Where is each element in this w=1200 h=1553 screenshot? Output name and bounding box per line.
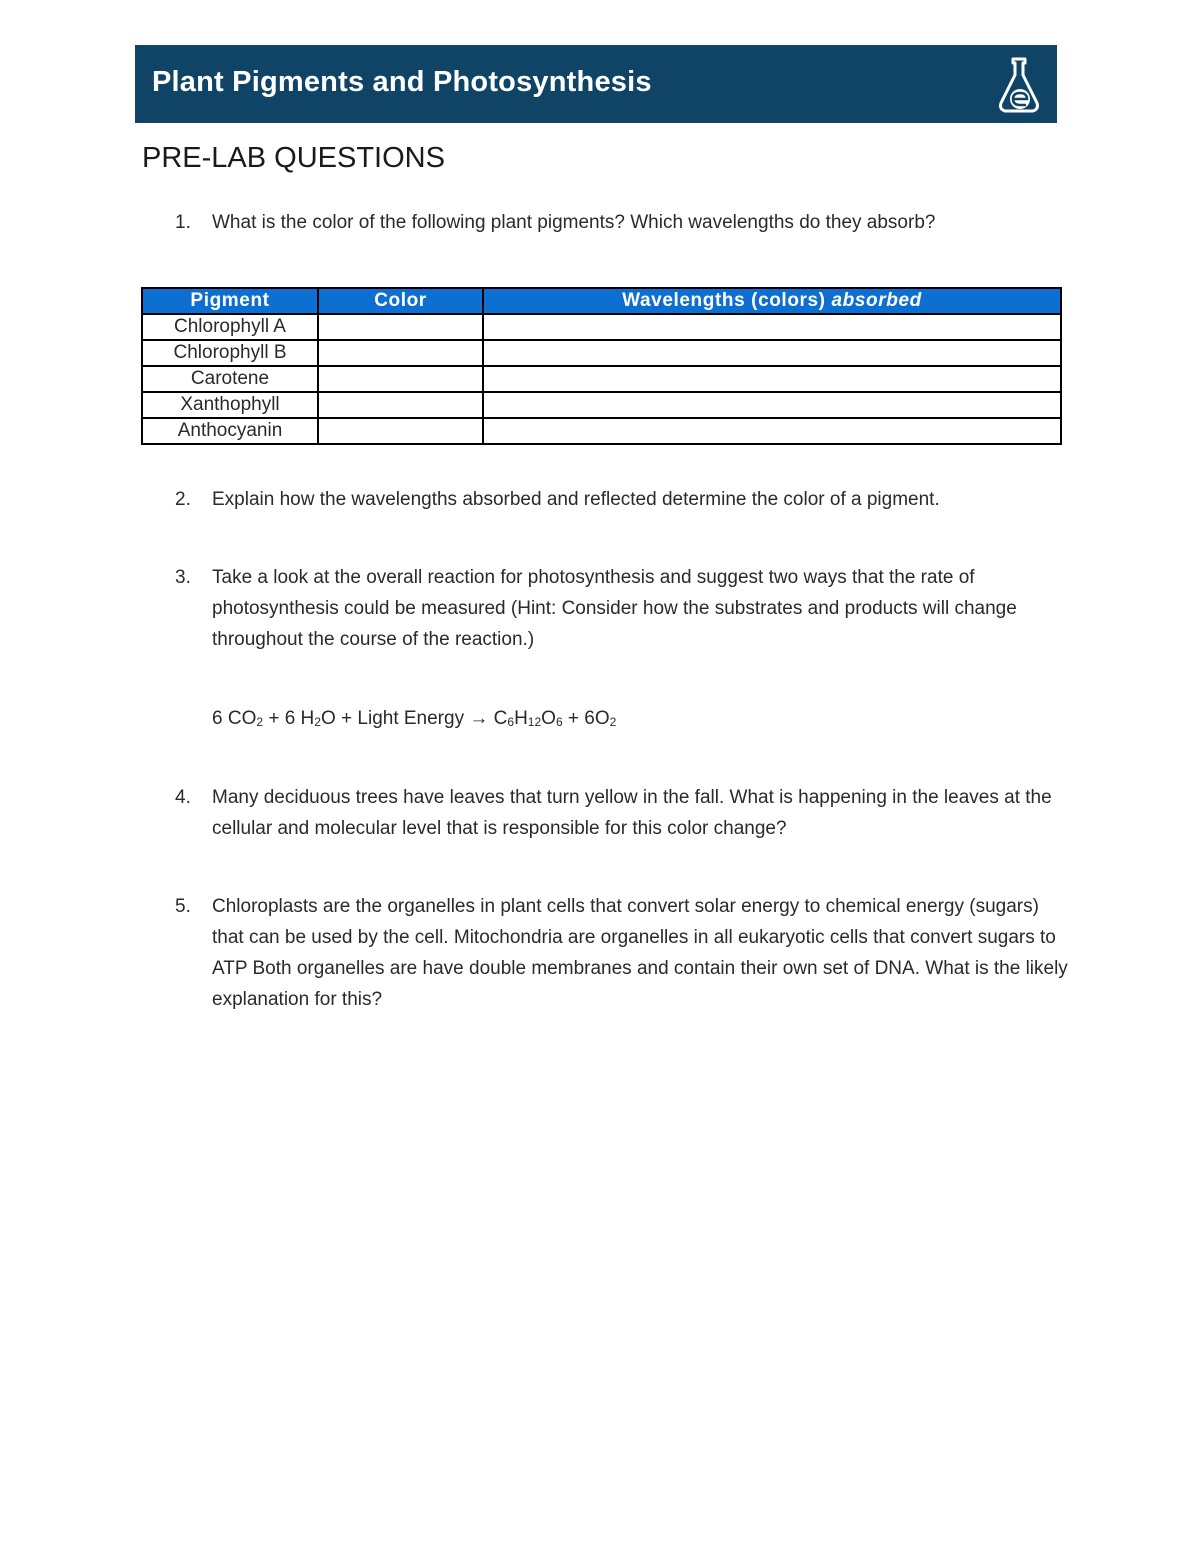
equation-subscript: 12	[527, 715, 542, 729]
wavelengths-header-prefix: Wavelengths (colors)	[622, 290, 832, 311]
question-number: 4.	[175, 787, 191, 808]
question-text: Chloroplasts are the organelles in plant cells that convert solar energy to chemical energy (sugars) that can be used by the cell. Mitochondria are organelles in all eukaryotic cells that convert sugars to ATP Both organelles are have double membranes and contain their own set of DNA. What is the likely explanation for this?	[212, 896, 1068, 1010]
equation-part: H	[514, 708, 528, 729]
equation-subscript: 2	[256, 715, 264, 729]
pigment-cell: Xanthophyll	[142, 392, 318, 418]
equation-part: + 6O	[562, 708, 610, 729]
question-number: 5.	[175, 896, 191, 917]
color-cell[interactable]	[318, 340, 483, 366]
table-row	[142, 392, 1061, 418]
column-header-pigment: Pigment	[142, 288, 318, 314]
equation-subscript: 6	[555, 715, 563, 729]
table-row	[142, 418, 1061, 444]
table-row	[142, 314, 1061, 340]
wavelengths-header-emphasis: absorbed	[831, 290, 922, 311]
wavelengths-cell[interactable]	[483, 392, 1061, 418]
table-row	[142, 366, 1061, 392]
color-cell[interactable]	[318, 392, 483, 418]
question-4	[175, 782, 1070, 844]
wavelengths-cell[interactable]	[483, 314, 1061, 340]
pigment-table	[141, 287, 1062, 445]
question-number: 1.	[175, 212, 191, 233]
header-bar	[135, 45, 1057, 123]
wavelengths-cell[interactable]	[483, 418, 1061, 444]
pigment-cell: Carotene	[142, 366, 318, 392]
column-header-color: Color	[318, 288, 483, 314]
equation-subscript: 6	[507, 715, 515, 729]
color-cell[interactable]	[318, 418, 483, 444]
photosynthesis-equation	[212, 706, 616, 732]
column-header-wavelengths	[483, 288, 1061, 314]
question-number: 3.	[175, 567, 191, 588]
question-text: Many deciduous trees have leaves that turn yellow in the fall. What is happening in the leaves at the cellular and molecular level that is responsible for this color change?	[212, 787, 1052, 839]
equation-part: + 6 H	[263, 708, 315, 729]
question-5	[175, 891, 1070, 1015]
pigment-cell: Anthocyanin	[142, 418, 318, 444]
flask-logo-icon	[989, 53, 1049, 115]
pigment-cell: Chlorophyll A	[142, 314, 318, 340]
question-1	[175, 207, 1070, 238]
equation-part: 6 CO	[212, 708, 257, 729]
equation-subscript: 2	[609, 715, 617, 729]
equation-part: O + Light Energy → C	[320, 708, 508, 729]
equation-part: O	[541, 708, 556, 729]
question-text: Take a look at the overall reaction for photosynthesis and suggest two ways that the rate of photosynthesis could be measured (Hint: Consider how the substrates and products will change throughout the course of the reaction.)	[212, 567, 1017, 650]
question-text: Explain how the wavelengths absorbed and reflected determine the color of a pigment.	[212, 489, 940, 510]
page-title: Plant Pigments and Photosynthesis	[152, 66, 652, 98]
table-row	[142, 340, 1061, 366]
equation-subscript: 2	[314, 715, 321, 729]
wavelengths-cell[interactable]	[483, 340, 1061, 366]
question-3	[175, 562, 1070, 655]
question-number: 2.	[175, 489, 191, 510]
question-text: What is the color of the following plant pigments? Which wavelengths do they absorb?	[212, 212, 936, 233]
color-cell[interactable]	[318, 366, 483, 392]
color-cell[interactable]	[318, 314, 483, 340]
pigment-cell: Chlorophyll B	[142, 340, 318, 366]
question-2	[175, 484, 1070, 515]
section-title: PRE-LAB QUESTIONS	[142, 142, 445, 174]
wavelengths-cell[interactable]	[483, 366, 1061, 392]
table-header-row	[142, 288, 1061, 314]
